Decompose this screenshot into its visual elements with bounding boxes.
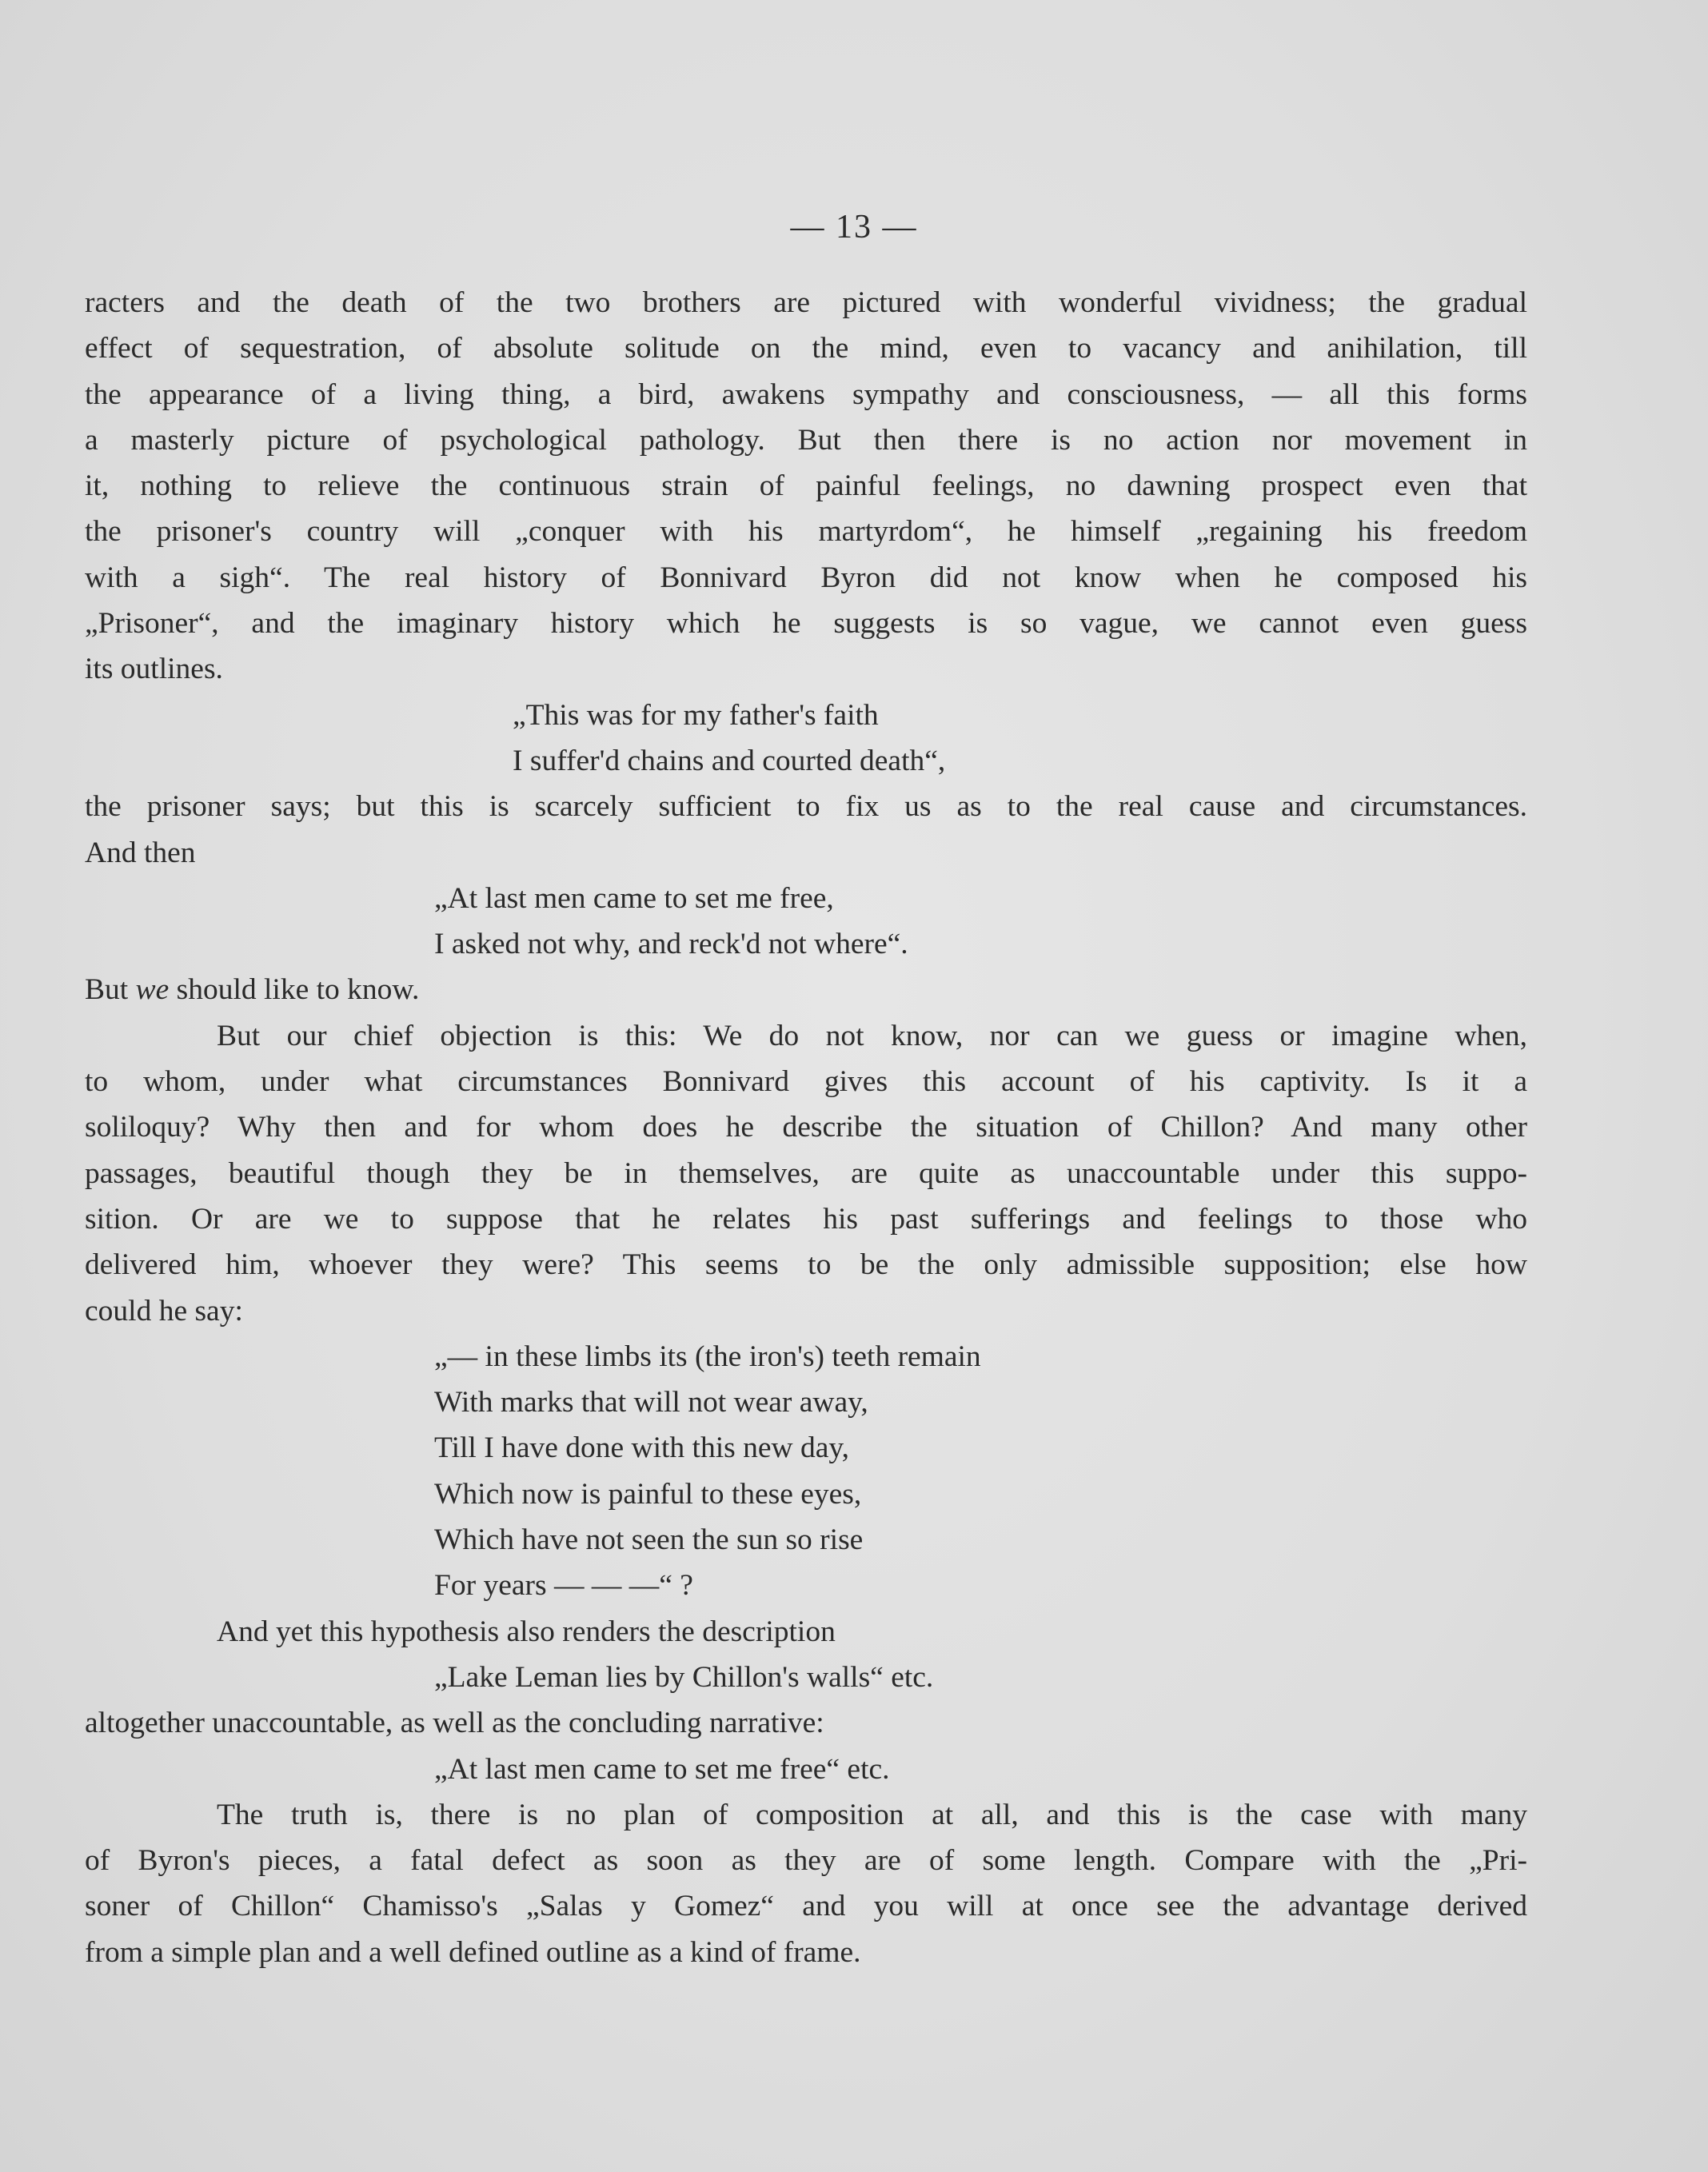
verse-line: I suffer'd chains and courted death“, bbox=[513, 744, 946, 777]
text-line: sition. Or are we to suppose that he relates his past sufferings and feelings to those who bbox=[85, 1202, 1527, 1236]
text-line: „Prisoner“, and the imaginary history which he suggests is so vague, we cannot even guess bbox=[85, 607, 1527, 641]
verse-line: Which now is painful to these eyes, bbox=[434, 1477, 862, 1511]
text-fragment: But bbox=[85, 973, 129, 1007]
text-line: racters and the death of the two brothers are pictured with wonderful vividness; the gradual bbox=[85, 286, 1527, 319]
text-line: But our chief objection is this: We do not know, nor can we guess or imagine when, bbox=[217, 1019, 1527, 1052]
page-number: — 13 — bbox=[790, 209, 918, 246]
text-line bbox=[85, 967, 1527, 1012]
text-line: soliloquy? Why then and for whom does he describe the situation of Chillon? And many other bbox=[85, 1111, 1527, 1144]
text-line: it, nothing to relieve the continuous strain of painful feelings, no dawning prospect even that bbox=[85, 469, 1527, 503]
verse-line: With marks that will not wear away, bbox=[434, 1386, 868, 1419]
text-line: its outlines. bbox=[85, 653, 223, 686]
body-text bbox=[85, 280, 1527, 1975]
text-fragment: should like to know. bbox=[176, 973, 420, 1007]
verse-line: Till I have done with this new day, bbox=[434, 1431, 850, 1465]
text-line: And then bbox=[85, 836, 196, 869]
text-line: with a sigh“. The real history of Bonnivard Byron did not know when he composed his bbox=[85, 561, 1527, 594]
text-line: of Byron's pieces, a fatal defect as soon as they are of some length. Compare with the „Pri- bbox=[85, 1844, 1527, 1878]
text-line: The truth is, there is no plan of composition at all, and this is the case with many bbox=[217, 1798, 1527, 1831]
text-line: altogether unaccountable, as well as the concluding narrative: bbox=[85, 1707, 824, 1740]
text-line: to whom, under what circumstances Bonnivard gives this account of his captivity. Is it a bbox=[85, 1065, 1527, 1099]
verse-line: For years — — —“ ? bbox=[434, 1569, 693, 1603]
verse-line: I asked not why, and reck'd not where“. bbox=[434, 928, 908, 961]
text-line: soner of Chillon“ Chamisso's „Salas y Gomez“ and you will at once see the advantage derived bbox=[85, 1890, 1527, 1923]
text-line: And yet this hypothesis also renders the description bbox=[217, 1615, 836, 1648]
italic-word: we bbox=[135, 973, 170, 1007]
text-line: the appearance of a living thing, a bird, awakens sympathy and consciousness, — all this forms bbox=[85, 377, 1527, 411]
verse-line: Which have not seen the sun so rise bbox=[434, 1523, 864, 1557]
text-line: delivered him, whoever they were? This seems to be the only admissible supposition; else how bbox=[85, 1248, 1527, 1282]
text-line: a masterly picture of psychological pathology. But then there is no action nor movement in bbox=[85, 423, 1527, 457]
verse-line: „Lake Leman lies by Chillon's walls“ etc. bbox=[434, 1660, 934, 1694]
verse-line: „— in these limbs its (the iron's) teeth remain bbox=[434, 1340, 981, 1373]
verse-line: „At last men came to set me free“ etc. bbox=[434, 1752, 890, 1786]
text-line: passages, beautiful though they be in themselves, are quite as unaccountable under this suppo- bbox=[85, 1156, 1527, 1190]
verse-line: „This was for my father's faith bbox=[513, 698, 879, 732]
text-line: effect of sequestration, of absolute solitude on the mind, even to vacancy and anihilation, till bbox=[85, 332, 1527, 365]
verse-line: „At last men came to set me free, bbox=[434, 881, 834, 915]
text-line: from a simple plan and a well defined outline as a kind of frame. bbox=[85, 1935, 861, 1969]
text-line: could he say: bbox=[85, 1294, 243, 1328]
text-line: the prisoner says; but this is scarcely sufficient to fix us as to the real cause and circumstances. bbox=[85, 790, 1527, 824]
text-line: the prisoner's country will „conquer with his martyrdom“, he himself „regaining his freedom bbox=[85, 515, 1527, 549]
